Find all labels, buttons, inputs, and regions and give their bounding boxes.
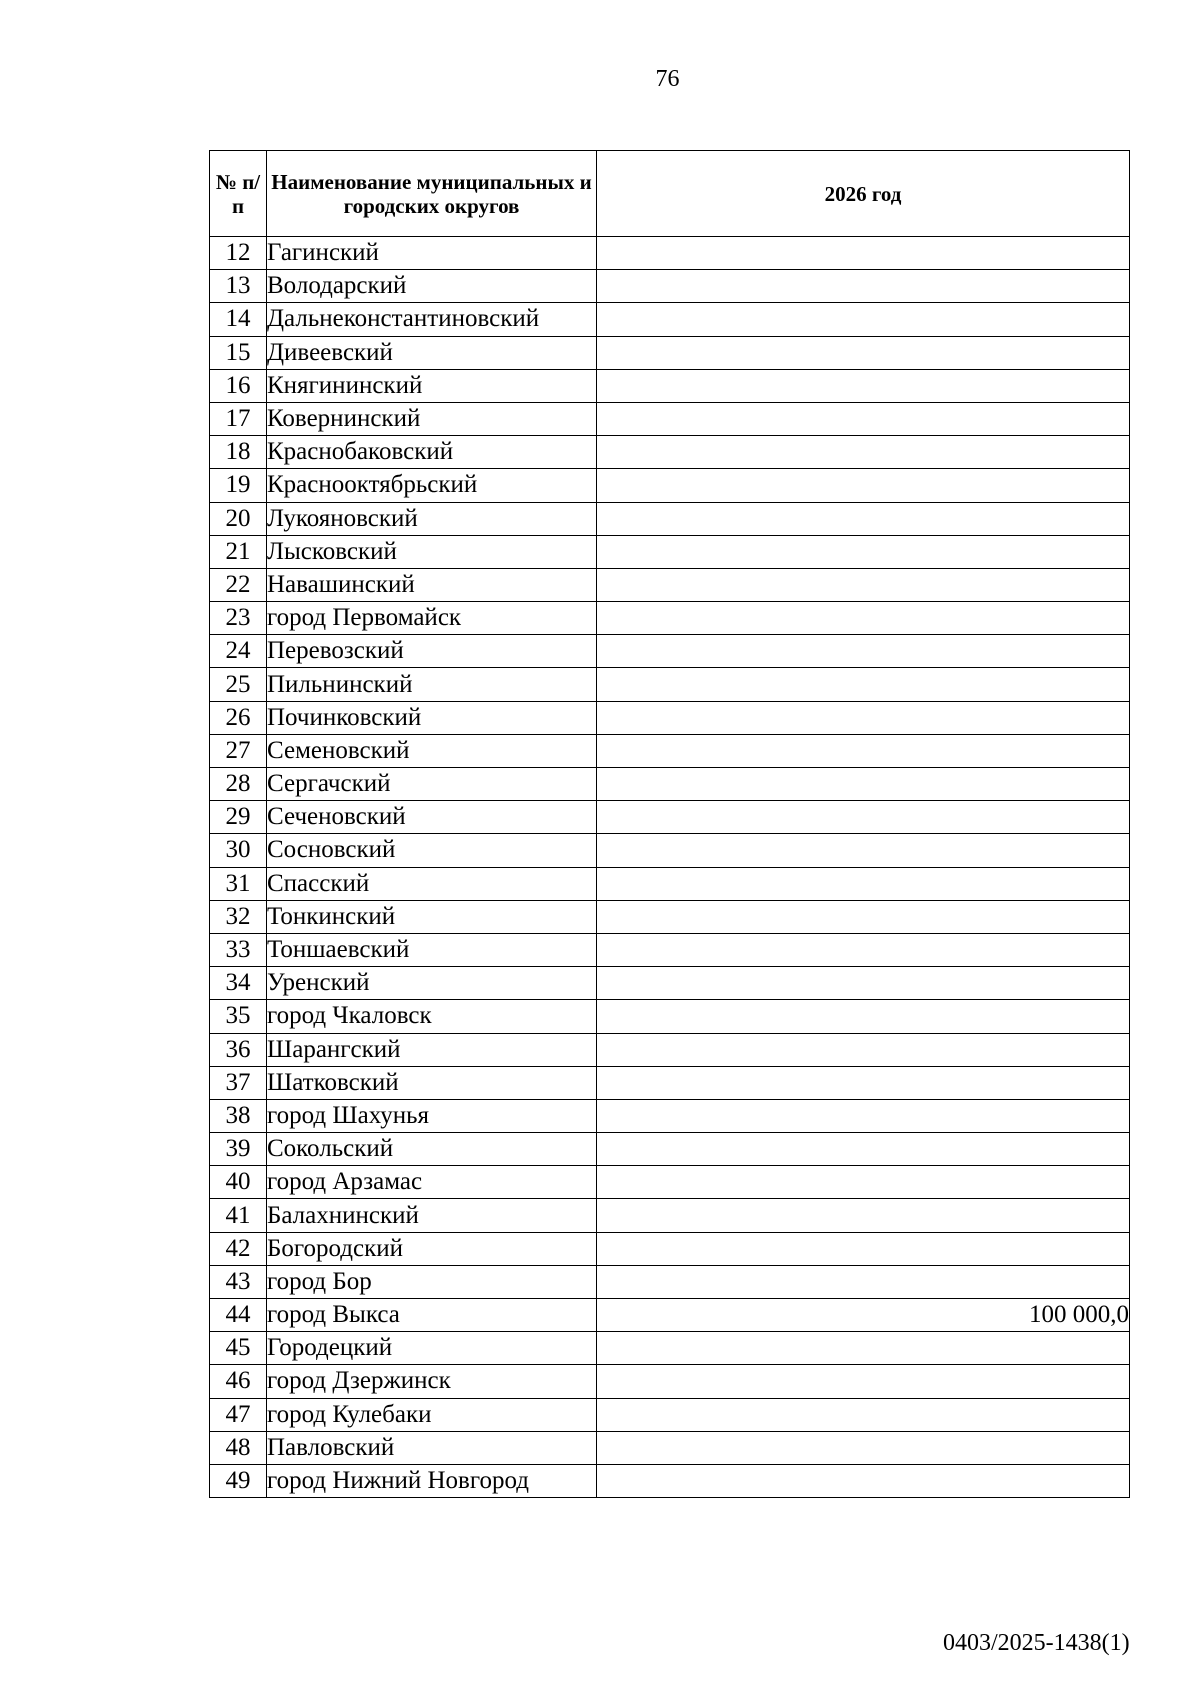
value-cell [597,900,1130,933]
table-row [210,900,1130,933]
row-number-cell: 45 [210,1332,267,1365]
row-number-cell: 34 [210,967,267,1000]
municipality-name-cell: город Выкса [267,1299,597,1332]
municipality-name-cell: город Первомайск [267,602,597,635]
row-number-cell: 20 [210,502,267,535]
municipality-name-cell: Тонкинский [267,900,597,933]
value-cell [597,1166,1130,1199]
table-row [210,336,1130,369]
row-number-cell: 19 [210,469,267,502]
row-number-cell: 14 [210,303,267,336]
table-row [210,1000,1130,1033]
table-row [210,369,1130,402]
row-number-cell: 30 [210,834,267,867]
municipality-name-cell: Починковский [267,701,597,734]
value-cell [597,1265,1130,1298]
municipality-name-cell: Сокольский [267,1133,597,1166]
table-row [210,502,1130,535]
table-row [210,303,1130,336]
table-row [210,668,1130,701]
municipality-name-cell: Шарангский [267,1033,597,1066]
table-row [210,635,1130,668]
row-number-cell: 27 [210,734,267,767]
row-number-cell: 41 [210,1199,267,1232]
value-cell: 100 000,0 [597,1299,1130,1332]
row-number-cell: 26 [210,701,267,734]
table-row [210,768,1130,801]
value-cell [597,602,1130,635]
row-number-cell: 44 [210,1299,267,1332]
table-row [210,834,1130,867]
row-number-cell: 40 [210,1166,267,1199]
value-cell [597,1033,1130,1066]
row-number-cell: 39 [210,1133,267,1166]
table-row [210,602,1130,635]
municipality-name-cell: Дивеевский [267,336,597,369]
municipality-name-cell: город Дзержинск [267,1365,597,1398]
table-row [210,402,1130,435]
table-row [210,1299,1130,1332]
row-number-cell: 28 [210,768,267,801]
value-cell [597,635,1130,668]
value-cell [597,1464,1130,1497]
table-row [210,1332,1130,1365]
row-number-cell: 32 [210,900,267,933]
page-number: 76 [655,66,680,92]
municipality-name-cell: Лысковский [267,535,597,568]
row-number-cell: 38 [210,1099,267,1132]
row-number-cell: 18 [210,436,267,469]
value-cell [597,336,1130,369]
table-row [210,1398,1130,1431]
value-cell [597,1199,1130,1232]
row-number-cell: 22 [210,568,267,601]
row-number-cell: 16 [210,369,267,402]
row-number-cell: 12 [210,237,267,270]
row-number-cell: 25 [210,668,267,701]
municipality-name-cell: Лукояновский [267,502,597,535]
row-number-cell: 15 [210,336,267,369]
row-number-cell: 21 [210,535,267,568]
table-row [210,1199,1130,1232]
value-cell [597,436,1130,469]
table-row [210,801,1130,834]
row-number-cell: 42 [210,1232,267,1265]
value-cell [597,270,1130,303]
row-number-cell: 29 [210,801,267,834]
municipality-name-cell: Семеновский [267,734,597,767]
value-cell [597,502,1130,535]
value-cell [597,1398,1130,1431]
municipality-name-cell: город Чкаловск [267,1000,597,1033]
table-row [210,1133,1130,1166]
table-row [210,1033,1130,1066]
municipal-table [209,150,1130,1498]
value-cell [597,701,1130,734]
municipality-name-cell: Перевозский [267,635,597,668]
row-number-cell: 33 [210,933,267,966]
municipality-name-cell: Балахнинский [267,1199,597,1232]
row-number-cell: 36 [210,1033,267,1066]
municipality-name-cell: город Арзамас [267,1166,597,1199]
value-cell [597,1431,1130,1464]
table-row [210,237,1130,270]
table-row [210,535,1130,568]
municipality-name-cell: Сеченовский [267,801,597,834]
table-row [210,1166,1130,1199]
row-number-cell: 31 [210,867,267,900]
row-number-cell: 23 [210,602,267,635]
value-cell [597,1133,1130,1166]
row-number-cell: 37 [210,1066,267,1099]
table-row [210,436,1130,469]
table-row [210,1365,1130,1398]
header-row [210,151,1130,237]
municipality-name-cell: Краснооктябрьский [267,469,597,502]
municipality-name-cell: город Бор [267,1265,597,1298]
header-year: 2026 год [597,151,1130,237]
value-cell [597,734,1130,767]
row-number-cell: 17 [210,402,267,435]
table-row [210,734,1130,767]
value-cell [597,1365,1130,1398]
value-cell [597,469,1130,502]
value-cell [597,402,1130,435]
document-code: 0403/2025-1438(1) [943,1630,1130,1656]
row-number-cell: 13 [210,270,267,303]
municipality-name-cell: Городецкий [267,1332,597,1365]
row-number-cell: 46 [210,1365,267,1398]
value-cell [597,933,1130,966]
municipality-name-cell: город Шахунья [267,1099,597,1132]
value-cell [597,369,1130,402]
municipality-name-cell: город Нижний Новгород [267,1464,597,1497]
table-row [210,469,1130,502]
table-row [210,568,1130,601]
table-row [210,270,1130,303]
municipality-name-cell: Уренский [267,967,597,1000]
value-cell [597,535,1130,568]
municipality-name-cell: Краснобаковский [267,436,597,469]
table-row [210,967,1130,1000]
value-cell [597,237,1130,270]
municipality-name-cell: Пильнинский [267,668,597,701]
value-cell [597,303,1130,336]
value-cell [597,1232,1130,1265]
municipality-name-cell: Гагинский [267,237,597,270]
row-number-cell: 43 [210,1265,267,1298]
municipality-name-cell: Спасский [267,867,597,900]
municipality-name-cell: Сергачский [267,768,597,801]
value-cell [597,801,1130,834]
header-num: № п/п [210,151,267,237]
table-row [210,933,1130,966]
table-row [210,1099,1130,1132]
value-cell [597,1099,1130,1132]
value-cell [597,1332,1130,1365]
value-cell [597,768,1130,801]
table-row [210,867,1130,900]
table-row [210,1464,1130,1497]
municipality-name-cell: Павловский [267,1431,597,1464]
value-cell [597,834,1130,867]
value-cell [597,568,1130,601]
table-row [210,1232,1130,1265]
value-cell [597,1066,1130,1099]
municipality-name-cell: Тоншаевский [267,933,597,966]
municipality-name-cell: Сосновский [267,834,597,867]
municipality-name-cell: Дальнеконстантиновский [267,303,597,336]
value-cell [597,867,1130,900]
municipality-name-cell: Княгининский [267,369,597,402]
municipality-name-cell: Ковернинский [267,402,597,435]
row-number-cell: 47 [210,1398,267,1431]
municipality-name-cell: город Кулебаки [267,1398,597,1431]
value-cell [597,1000,1130,1033]
row-number-cell: 35 [210,1000,267,1033]
row-number-cell: 24 [210,635,267,668]
municipality-name-cell: Богородский [267,1232,597,1265]
table-row [210,1066,1130,1099]
row-number-cell: 49 [210,1464,267,1497]
municipality-name-cell: Навашинский [267,568,597,601]
header-name: Наименование муниципальных и городских округов [267,151,597,237]
municipality-name-cell: Володарский [267,270,597,303]
value-cell [597,967,1130,1000]
table-row [210,1431,1130,1464]
table-row [210,1265,1130,1298]
row-number-cell: 48 [210,1431,267,1464]
table-row [210,701,1130,734]
value-cell [597,668,1130,701]
municipality-name-cell: Шатковский [267,1066,597,1099]
